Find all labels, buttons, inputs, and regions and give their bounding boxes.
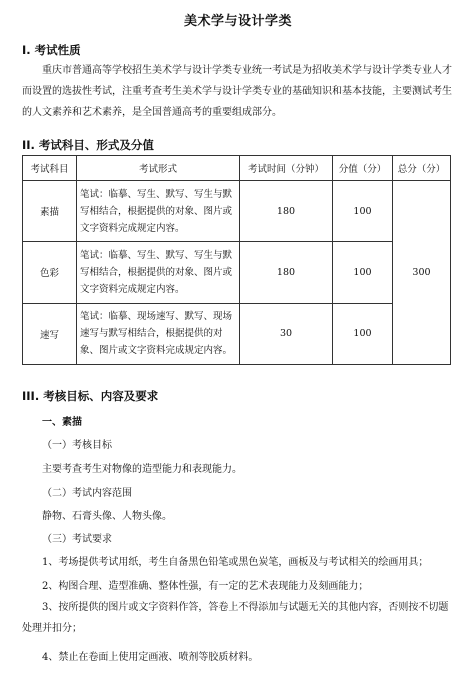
table-row xyxy=(23,242,451,303)
cell-form: 笔试：临摹、写生、默写、写生与默写相结合，根据提供的对象、图片或文字资料完成规定内容。 xyxy=(77,242,240,303)
requirement-1: 1、考场提供考试用纸，考生自备黑色铅笔或黑色炭笔，画板及与考试相关的绘画用具； xyxy=(42,557,429,568)
scope-heading: （二）考试内容范围 xyxy=(42,488,132,499)
requirement-3: 3、按所提供的图片或文字资料作答，答卷上不得添加与试题无关的其他内容，否则按不切题处理并扣分； xyxy=(22,602,449,634)
requirements-heading: （三）考试要求 xyxy=(42,534,112,545)
cell-subject: 色彩 xyxy=(23,242,77,303)
header-form: 考试形式 xyxy=(77,156,240,181)
part-sketch-heading: 一、素描 xyxy=(42,417,82,428)
cell-subject: 素描 xyxy=(23,181,77,242)
cell-score: 100 xyxy=(333,242,393,303)
exam-subjects-table xyxy=(22,155,451,365)
table-row xyxy=(23,303,451,364)
header-score: 分值（分） xyxy=(333,156,393,181)
cell-score: 100 xyxy=(333,303,393,364)
goal-text: 主要考查考生对物像的造型能力和表现能力。 xyxy=(42,464,242,475)
section-heading-exam-nature: I. 考试性质 xyxy=(22,43,81,57)
header-time: 考试时间（分钟） xyxy=(240,156,333,181)
cell-time: 180 xyxy=(240,242,333,303)
exam-nature-paragraph: 重庆市普通高等学校招生美术学与设计学类专业统一考试是为招收美术学与设计学类专业人才而设置的选拔性考试，注重考查考生美术学与设计学类专业的基础知识和基本技能，主要测试考生的人文素养和艺术素养，是全国普通高考的重要组成部分。 xyxy=(22,65,452,118)
cell-time: 180 xyxy=(240,181,333,242)
document-title: 美术学与设计学类 xyxy=(183,14,292,29)
scope-text: 静物、石膏头像、人物头像。 xyxy=(42,511,172,522)
table-header-row xyxy=(23,156,451,181)
section-heading-subjects: II. 考试科目、形式及分值 xyxy=(22,138,154,152)
cell-time: 30 xyxy=(240,303,333,364)
section-heading-objectives: III. 考核目标、内容及要求 xyxy=(22,389,159,403)
header-total: 总分（分） xyxy=(393,156,451,181)
cell-total: 300 xyxy=(393,181,451,365)
requirement-4: 4、禁止在卷面上使用定画液、喷剂等胶质材料。 xyxy=(42,652,259,663)
table-row xyxy=(23,181,451,242)
header-subject: 考试科目 xyxy=(23,156,77,181)
requirement-2: 2、构图合理、造型准确、整体性强，有一定的艺术表现能力及刻画能力； xyxy=(42,581,369,592)
cell-score: 100 xyxy=(333,181,393,242)
goal-heading: （一）考核目标 xyxy=(42,440,112,451)
cell-form: 笔试：临摹、现场速写、默写、现场速写与默写相结合，根据提供的对象、图片或文字资料完成规定内容。 xyxy=(77,303,240,364)
cell-subject: 速写 xyxy=(23,303,77,364)
cell-form: 笔试：临摹、写生、默写、写生与默写相结合，根据提供的对象、图片或文字资料完成规定内容。 xyxy=(77,181,240,242)
